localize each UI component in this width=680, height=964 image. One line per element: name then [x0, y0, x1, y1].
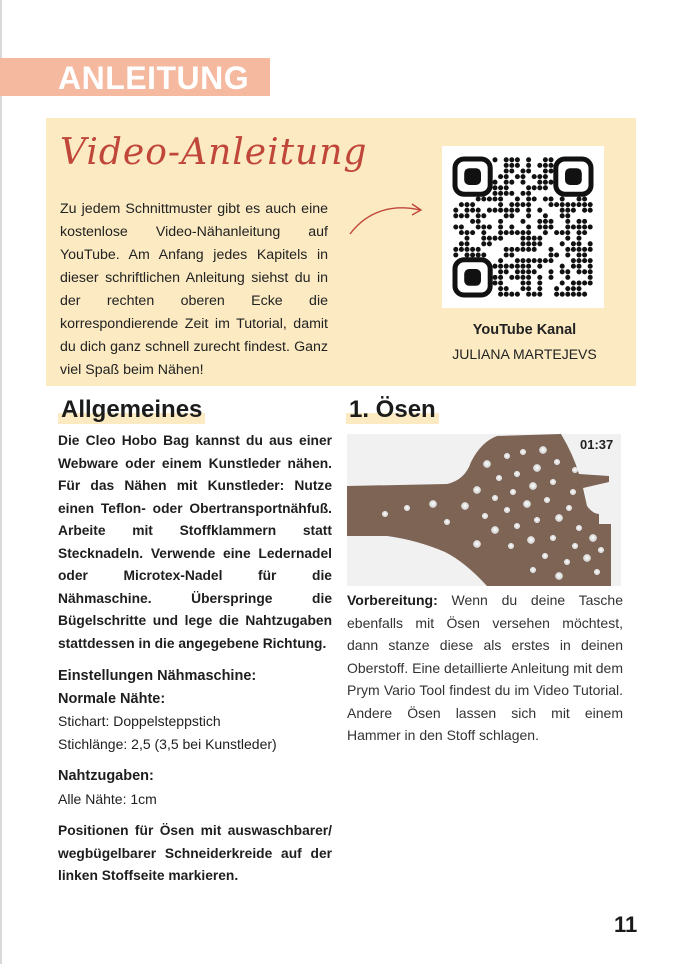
- eyelet-hole: [382, 511, 388, 517]
- eyelet-hole: [550, 535, 556, 541]
- eyelet-hole: [508, 543, 514, 549]
- eyelet-hole: [529, 482, 536, 489]
- page-edge: [0, 0, 2, 964]
- page-title: ANLEITUNG: [58, 60, 250, 96]
- eyelet-hole: [589, 534, 596, 541]
- seam-allowance-value: Alle Nähte: 1cm: [58, 790, 157, 807]
- eyelet-hole: [482, 513, 488, 519]
- eyelet-hole: [542, 553, 548, 559]
- eyelet-hole: [520, 449, 526, 455]
- eyelet-hole: [504, 453, 510, 459]
- video-description: Zu jedem Schnittmuster gibt es auch eine kostenlose Video-Nähanleitung auf YouTube. Am Anfang jedes Kapitels in dieser schriftlichen Anleitung siehst du in der rechten oberen Ecke die korrespondierende Zeit im Tutorial, damit du dich ganz schnell zurecht findest. Ganz viel Spaß beim Nähen!: [60, 201, 328, 378]
- eyelet-hole: [504, 507, 510, 513]
- eyelet-hole: [514, 471, 520, 477]
- seam-allowance-label: Nahtzugaben:: [58, 768, 154, 784]
- eyelet-hole: [572, 467, 578, 473]
- eyelet-hole: [554, 459, 560, 465]
- eyelet-hole: [534, 517, 540, 523]
- stitch-type: Stichart: Doppelsteppstich: [58, 713, 221, 729]
- eyelet-hole: [492, 495, 498, 501]
- arrow-icon: [346, 200, 426, 240]
- eyelet-hole: [473, 540, 480, 547]
- eyelet-hole: [564, 559, 570, 565]
- markings-block: [58, 820, 332, 888]
- eyelet-hole: [555, 572, 562, 579]
- eyelet-hole: [533, 464, 540, 471]
- eyelet-hole: [539, 446, 546, 453]
- eyelet-hole: [566, 505, 572, 511]
- eyelet-hole: [598, 547, 604, 553]
- eyelet-hole: [544, 497, 550, 503]
- video-script-title: Video-Anleitung: [60, 132, 368, 173]
- video-info-box: [46, 118, 636, 386]
- fabric-photo: [347, 434, 621, 586]
- eyelet-hole: [583, 554, 590, 561]
- qr-code-icon: [442, 146, 604, 308]
- eyelet-hole: [473, 486, 480, 493]
- machine-settings: [58, 665, 332, 755]
- eyelet-hole: [570, 489, 576, 495]
- section-heading-step1: 1. Ösen: [346, 396, 439, 424]
- general-column: [58, 430, 332, 888]
- eyelet-hole: [444, 519, 450, 525]
- fabric-with-eyelets-image: [347, 434, 621, 586]
- eyelet-hole: [510, 489, 516, 495]
- youtube-channel-label: YouTube Kanal: [472, 322, 577, 338]
- eyelet-hole: [555, 514, 562, 521]
- eyelet-hole: [491, 526, 498, 533]
- step1-text: [347, 589, 623, 747]
- stitch-length: Stichlänge: 2,5 (3,5 bei Kunstleder): [58, 735, 277, 752]
- page-number: 11: [614, 912, 638, 937]
- general-intro: Die Cleo Hobo Bag kannst du aus einer Webware oder einem Kunstleder nähen. Für das Nähen mit Kunstleder: Nutze einen Teflon- oder Obertransportnähfuß. Arbeite mit Stoffklammern statt Stecknadeln. Verwende eine Ledernadel oder Microtex-Nadel für die Nähmaschine. Überspringe die Bügelschritte und lege die Nahtzugaben stattdessen in die angegebene Richtung.: [58, 433, 332, 651]
- eyelet-hole: [594, 569, 600, 575]
- prep-label: Vorbereitung:: [347, 592, 438, 608]
- eyelet-hole: [527, 536, 534, 543]
- qr-code[interactable]: [442, 146, 604, 308]
- youtube-channel-name: JULIANA MARTEJEVS: [452, 346, 597, 362]
- markings-text: Positionen für Ösen mit auswaschbarer/ wegbügelbarer Schneiderkreide auf der linken Stoffseite markieren.: [58, 823, 332, 883]
- eyelet-hole: [404, 505, 410, 511]
- eyelet-hole: [496, 475, 502, 481]
- section-heading-general: Allgemeines: [58, 396, 205, 424]
- eyelet-hole: [576, 525, 582, 531]
- eyelet-hole: [483, 460, 490, 467]
- normal-seams-label: Normale Nähte:: [58, 690, 166, 707]
- eyelet-hole: [550, 479, 556, 485]
- eyelet-hole: [530, 567, 536, 573]
- eyelet-hole: [572, 543, 578, 549]
- video-timecode: 01:37: [580, 437, 614, 452]
- prep-text: Wenn du deine Tasche ebenfalls mit Ösen versehen möchtest, dann stanze diese als erstes in deinen Oberstoff. Eine detaillierte Anleitung mit dem Prym Vario Tool findest du im Video Tutorial. Andere Ösen lassen sich mit einem Hammer in den Stoff schlagen.: [347, 592, 624, 743]
- eyelet-hole: [429, 500, 436, 507]
- eyelet-hole: [523, 500, 530, 507]
- eyelet-hole: [461, 502, 468, 509]
- seam-allowance-block: [58, 765, 332, 810]
- eyelet-hole: [514, 523, 520, 529]
- settings-label: Einstellungen Nähmaschine:: [58, 668, 257, 684]
